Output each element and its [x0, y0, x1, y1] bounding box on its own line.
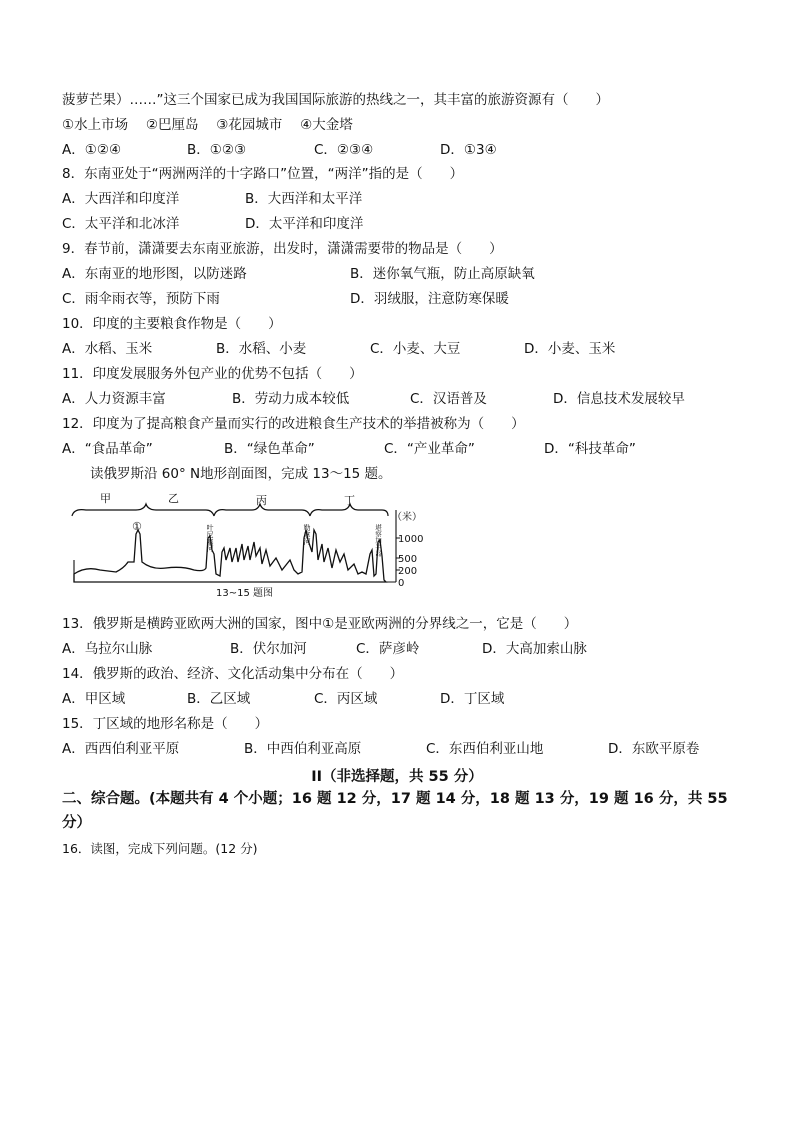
q10-option-b: B．水稻、小麦 [216, 341, 307, 357]
q8-option-d: D．太平洋和印度洋 [245, 216, 364, 232]
q13-option-a: A．乌拉尔山脉 [62, 641, 153, 657]
q14-option-d: D．丁区域 [440, 691, 505, 707]
part-two-heading-continued: 分） [62, 815, 91, 831]
q9-option-d: D．羽绒服，注意防寒保暖 [350, 291, 509, 307]
region-label-ding: 丁 [344, 494, 355, 507]
tick-label-200: 200 [398, 566, 418, 577]
q12-option-a: A．“食品革命” [62, 441, 153, 457]
q12-option-b: B．“绿色革命” [224, 441, 315, 457]
kamchatka-label: 堪察加半岛 [374, 524, 382, 557]
q14-option-c: C．丙区域 [314, 691, 378, 707]
intro-text: 菠萝芒果）……”这三个国家已成为我国国际旅游的热线之一，其丰富的旅游资源有（ ） [62, 92, 609, 108]
q12-stem: 12．印度为了提高粮食产量而实行的改进粮食生产技术的举措被称为（ ） [62, 416, 525, 432]
figure-intro: 读俄罗斯沿 60° N地形剖面图，完成 13～15 题。 [90, 466, 392, 482]
q11-option-a: A．人力资源丰富 [62, 391, 166, 407]
q13-option-d: D．大高加索山脉 [482, 641, 587, 657]
q9-option-c: C．雨伞雨衣等，预防下雨 [62, 291, 220, 307]
q8-option-b: B．大西洋和太平洋 [245, 191, 363, 207]
q8-option-c: C．太平洋和北冰洋 [62, 216, 180, 232]
terrain-profile-figure [66, 490, 426, 602]
tick-label-1000: 1000 [398, 534, 424, 545]
region-label-yi: 乙 [168, 492, 179, 505]
part-two-heading: 二、综合题。(本题共有 4 个小题；16 题 12 分，17 题 14 分，18 题 13 分，19 题 16 分，共 55 [62, 791, 728, 807]
q13-stem: 13．俄罗斯是横跨亚欧两大洲的国家，图中①是亚欧两洲的分界线之一，它是（ ） [62, 616, 578, 632]
section-ii-heading: II（非选择题，共 55 分） [311, 769, 483, 785]
q7-option-d: D．①3④ [440, 142, 497, 158]
river-lena-label: 勒拿河 [303, 524, 311, 545]
q15-option-b: B．中西伯利亚高原 [244, 741, 362, 757]
q14-option-a: A．甲区域 [62, 691, 126, 707]
region-bracket-jia-yi [72, 504, 214, 516]
q7-option-b: B．①②③ [187, 142, 247, 158]
q10-option-c: C．小麦、大豆 [370, 341, 461, 357]
q9-stem: 9．春节前，潇潇要去东南亚旅游，出发时，潇潇需要带的物品是（ ） [62, 241, 503, 257]
region-label-bing: 丙 [256, 494, 267, 507]
q15-stem: 15．丁区域的地形名称是（ ） [62, 716, 269, 732]
q7-option-a: A．①②④ [62, 142, 122, 158]
q14-option-b: B．乙区域 [187, 691, 251, 707]
marker-1: ① [132, 520, 142, 533]
q8-option-a: A．大西洋和印度洋 [62, 191, 180, 207]
q8-stem: 8．东南亚处于“两洲两洋的十字路口”位置，“两洋”指的是（ ） [62, 166, 464, 182]
q10-option-a: A．水稻、玉米 [62, 341, 153, 357]
figure-caption: 13~15 题图 [216, 588, 274, 599]
tick-label-500: 500 [398, 554, 418, 565]
terrain-silhouette [74, 530, 386, 582]
q13-option-b: B．伏尔加河 [230, 641, 307, 657]
q7-option-c: C．②③④ [314, 142, 374, 158]
region-label-jia: 甲 [100, 492, 111, 505]
q11-stem: 11．印度发展服务外包产业的优势不包括（ ） [62, 366, 363, 382]
q15-option-d: D．东欧平原卷 [608, 741, 700, 757]
q15-option-c: C．东西伯利亚山地 [426, 741, 544, 757]
tick-label-0: 0 [398, 578, 405, 589]
q16-stem: 16．读图，完成下列问题。(12 分) [62, 841, 258, 856]
river-yenisei-label: 叶尼塞河 [206, 524, 214, 552]
q12-option-d: D．“科技革命” [544, 441, 636, 457]
q11-option-b: B．劳动力成本较低 [232, 391, 350, 407]
q13-option-c: C．萨彦岭 [356, 641, 420, 657]
q12-option-c: C．“产业革命” [384, 441, 475, 457]
elevation-unit: （米） [392, 512, 422, 523]
q11-option-c: C．汉语普及 [410, 391, 487, 407]
q14-stem: 14．俄罗斯的政治、经济、文化活动集中分布在（ ） [62, 666, 404, 682]
q9-option-b: B．迷你氧气瓶，防止高原缺氧 [350, 266, 535, 282]
resource-list: ①水上市场 ②巴厘岛 ③花园城市 ④大金塔 [62, 117, 353, 133]
q10-option-d: D．小麦、玉米 [524, 341, 616, 357]
q11-option-d: D．信息技术发展较早 [553, 391, 685, 407]
q9-option-a: A．东南亚的地形图，以防迷路 [62, 266, 247, 282]
q15-option-a: A．西西伯利亚平原 [62, 741, 180, 757]
q10-stem: 10．印度的主要粮食作物是（ ） [62, 316, 282, 332]
